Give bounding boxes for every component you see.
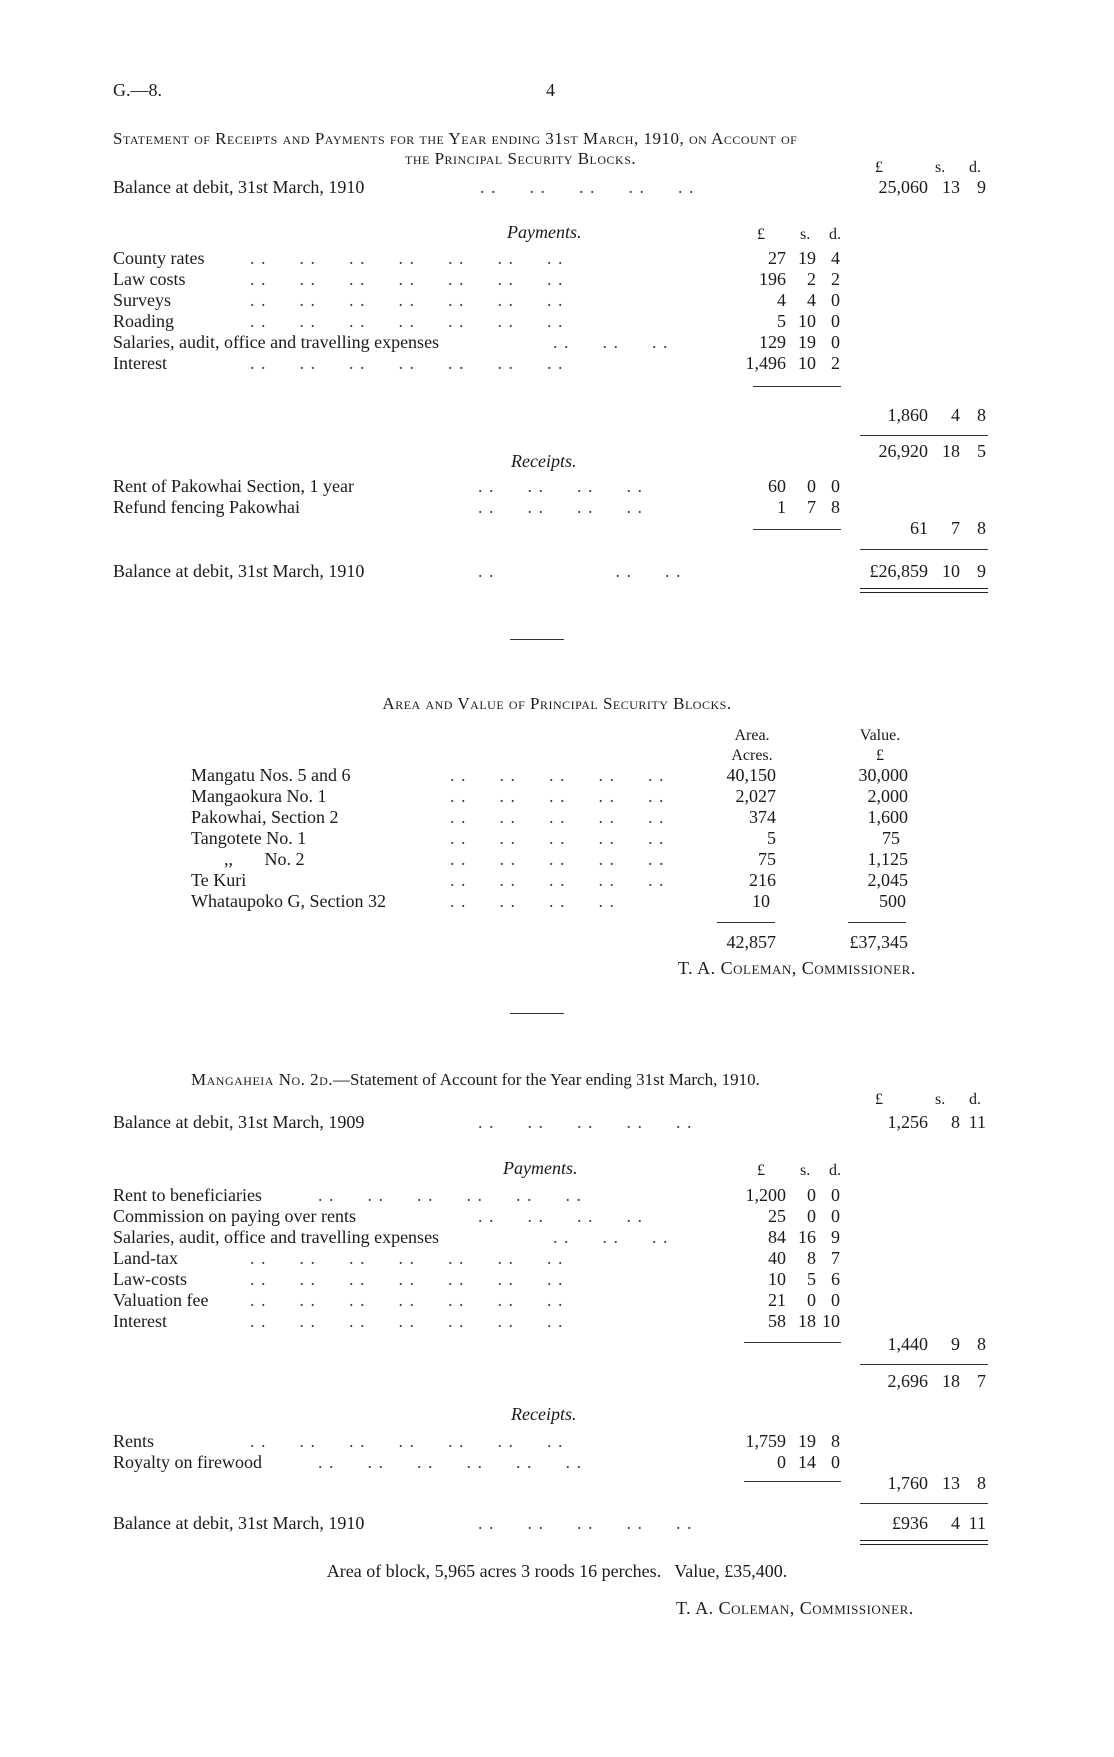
s3-receipt-label: Royalty on firewood <box>113 1452 262 1472</box>
s3-payment-shillings: 0 <box>807 1185 816 1205</box>
s3-subtotal-shillings: 18 <box>942 1371 960 1391</box>
s2-row-area: 216 <box>749 870 776 890</box>
s1-receipt-label: Refund fencing Pakowhai <box>113 497 300 517</box>
s3-subtotal-pounds: 2,696 <box>887 1371 928 1391</box>
s3-payment-label: Land-tax <box>113 1248 178 1268</box>
page-ref: G.—8. <box>113 80 162 100</box>
s1-closing-pence: 9 <box>977 561 986 581</box>
s1-receipts-total-shillings: 7 <box>951 518 960 538</box>
s3-payment-pence: 6 <box>831 1269 840 1289</box>
s3-title <box>191 1070 760 1090</box>
leader-dots: . . . . . . . . . . . . . . <box>250 1431 564 1451</box>
s3-receipt-pounds: 1,759 <box>745 1431 786 1451</box>
s3-payment-pounds: 40 <box>768 1248 786 1268</box>
s1-payment-pence: 0 <box>831 311 840 331</box>
s2-row-area: 2,027 <box>735 786 776 806</box>
s3-payment-pounds: 84 <box>768 1227 786 1247</box>
s2-row-label: ,, No. 2 <box>224 849 305 869</box>
s3-title-name: Mangaheia No. 2d. <box>191 1070 334 1089</box>
s3-payment-pence: 0 <box>831 1206 840 1226</box>
s3-closing-shillings: 4 <box>951 1513 960 1533</box>
s3-payment-pounds: 25 <box>768 1206 786 1226</box>
s1-payments-total-pence: 8 <box>977 405 986 425</box>
s2-total-value: £37,345 <box>849 932 908 952</box>
s1-payment-pounds: 27 <box>768 248 786 268</box>
s2-row-area: 40,150 <box>726 765 776 785</box>
section-divider <box>510 639 564 640</box>
s1-col-pounds: £ <box>875 159 883 176</box>
leader-dots: . . . . . . <box>478 561 682 581</box>
s1-receipt-shillings: 0 <box>807 476 816 496</box>
leader-dots: . . . . . . . . <box>478 497 643 517</box>
s3-sub-col-shillings: s. <box>800 1162 811 1179</box>
s2-row-value: 30,000 <box>858 765 908 785</box>
rule <box>753 529 841 530</box>
s2-total-area: 42,857 <box>726 932 776 952</box>
leader-dots: . . . . . . . . . . . . <box>318 1452 582 1472</box>
s1-payment-pounds: 196 <box>759 269 786 289</box>
s1-closing-shillings: 10 <box>942 561 960 581</box>
s2-title: Area and Value of Principal Security Blocks. <box>382 694 732 713</box>
s3-closing-pence: 11 <box>968 1513 986 1533</box>
s1-col-shillings: s. <box>935 159 946 176</box>
s2-row-label: Pakowhai, Section 2 <box>191 807 339 827</box>
s1-payment-shillings: 4 <box>807 290 816 310</box>
s1-opening-shillings: 13 <box>942 177 960 197</box>
s2-row-area: 374 <box>749 807 776 827</box>
leader-dots: . . . . . . . . . . <box>450 765 665 785</box>
s1-closing-pounds: £26,859 <box>869 561 928 581</box>
s1-payment-pounds: 1,496 <box>745 353 786 373</box>
s2-row-label: Te Kuri <box>191 870 247 890</box>
rule <box>860 1503 988 1504</box>
leader-dots: . . . . . . . . . . <box>480 177 695 197</box>
s1-receipt-pounds: 1 <box>777 497 786 517</box>
s1-payment-pence: 0 <box>831 290 840 310</box>
leader-dots: . . . . . . . . . . . . . . <box>250 1269 564 1289</box>
s2-row-label: Whataupoko G, Section 32 <box>191 891 386 911</box>
s3-sub-col-pence: d. <box>829 1162 841 1179</box>
rule <box>860 1364 988 1365</box>
rule <box>717 922 775 923</box>
s2-row-value: 75 <box>882 828 900 848</box>
s3-payment-label: Rent to beneficiaries <box>113 1185 262 1205</box>
leader-dots: . . . . . . . . . . <box>450 828 665 848</box>
s3-payment-pence: 0 <box>831 1290 840 1310</box>
s1-payment-shillings: 10 <box>798 353 816 373</box>
s1-receipt-pence: 0 <box>831 476 840 496</box>
s1-payment-label: County rates <box>113 248 205 268</box>
s1-sub-col-pounds: £ <box>757 226 765 243</box>
s2-row-value: 500 <box>879 891 906 911</box>
s2-col-area-unit: Acres. <box>731 747 773 764</box>
s3-receipts-total-shillings: 13 <box>942 1473 960 1493</box>
s1-receipt-label: Rent of Pakowhai Section, 1 year <box>113 476 354 496</box>
s3-sub-col-pounds: £ <box>757 1162 765 1179</box>
leader-dots: . . . . . . . . . . <box>450 849 665 869</box>
s3-closing-label: Balance at debit, 31st March, 1910 <box>113 1513 365 1533</box>
s3-payment-shillings: 18 <box>798 1311 816 1331</box>
s1-payment-shillings: 19 <box>798 332 816 352</box>
s3-payment-pence: 7 <box>831 1248 840 1268</box>
double-rule <box>860 588 988 593</box>
s1-subtotal-pence: 5 <box>977 441 986 461</box>
s3-payments-total-shillings: 9 <box>951 1334 960 1354</box>
s3-payments-total-pence: 8 <box>977 1334 986 1354</box>
s3-payment-shillings: 8 <box>807 1248 816 1268</box>
s2-row-value: 1,600 <box>867 807 908 827</box>
s3-payment-pounds: 10 <box>768 1269 786 1289</box>
s3-receipt-pounds: 0 <box>777 1452 786 1472</box>
s3-receipts-total-pounds: 1,760 <box>887 1473 928 1493</box>
s1-payment-shillings: 19 <box>798 248 816 268</box>
s3-col-pounds: £ <box>875 1091 883 1108</box>
s2-row-area: 5 <box>767 828 776 848</box>
leader-dots: . . . . . . . . . . . . . . <box>250 1290 564 1310</box>
s3-payment-shillings: 0 <box>807 1290 816 1310</box>
s1-receipts-total-pence: 8 <box>977 518 986 538</box>
leader-dots: . . . . . . . . . . . . . . <box>250 1248 564 1268</box>
s1-receipt-pence: 8 <box>831 497 840 517</box>
s3-receipts-heading: Receipts. <box>511 1404 577 1424</box>
leader-dots: . . . . . . . . <box>478 1206 643 1226</box>
s2-row-value: 1,125 <box>867 849 908 869</box>
s2-row-label: Tangotete No. 1 <box>191 828 307 848</box>
s2-row-label: Mangaokura No. 1 <box>191 786 327 806</box>
s3-payment-shillings: 0 <box>807 1206 816 1226</box>
s3-col-pence: d. <box>969 1091 981 1108</box>
s3-receipt-pence: 8 <box>831 1431 840 1451</box>
section-divider <box>510 1013 564 1014</box>
s3-receipt-label: Rents <box>113 1431 155 1451</box>
s3-payment-label: Commission on paying over rents <box>113 1206 356 1226</box>
leader-dots: . . . . . . . . . . . . . . <box>250 311 564 331</box>
s3-title-rest: —Statement of Account for the Year ending 31st March, 1910. <box>333 1070 760 1089</box>
s3-payment-pence: 9 <box>831 1227 840 1247</box>
rule <box>753 386 841 387</box>
s3-payments-heading: Payments. <box>503 1158 578 1178</box>
s1-sub-col-pence: d. <box>829 226 841 243</box>
s2-row-value: 2,000 <box>867 786 908 806</box>
leader-dots: . . . . . . . . . . . . . . <box>250 1311 564 1331</box>
s1-payment-label: Law costs <box>113 269 186 289</box>
s2-signature: T. A. Coleman, Commissioner. <box>678 958 916 978</box>
leader-dots: . . . . . . . . . . <box>478 1112 693 1132</box>
leader-dots: . . . . . . . . . . <box>478 1513 693 1533</box>
rule <box>744 1342 841 1343</box>
s3-opening-pence: 11 <box>968 1112 986 1132</box>
double-rule <box>860 1540 988 1545</box>
s1-title-line2: the Principal Security Blocks. <box>405 149 637 168</box>
s1-payment-label: Surveys <box>113 290 171 310</box>
s1-receipt-pounds: 60 <box>768 476 786 496</box>
leader-dots: . . . . . . . . . . . . <box>318 1185 582 1205</box>
s1-payment-label: Salaries, audit, office and travelling expenses <box>113 332 440 352</box>
s1-sub-col-shillings: s. <box>800 226 811 243</box>
page-number: 4 <box>546 80 555 100</box>
s3-payment-pence: 0 <box>831 1185 840 1205</box>
s3-subtotal-pence: 7 <box>977 1371 986 1391</box>
s1-payment-pounds: 4 <box>777 290 786 310</box>
s3-payment-pounds: 1,200 <box>745 1185 786 1205</box>
rule <box>848 922 906 923</box>
s3-signature: T. A. Coleman, Commissioner. <box>676 1598 914 1618</box>
s1-title-line1: Statement of Receipts and Payments for the Year ending 31st March, 1910, on Account of <box>113 129 798 148</box>
s3-payment-label: Valuation fee <box>113 1290 209 1310</box>
s3-payment-shillings: 16 <box>798 1227 816 1247</box>
s1-opening-pence: 9 <box>977 177 986 197</box>
s3-payment-label: Law-costs <box>113 1269 187 1289</box>
s2-row-area: 75 <box>758 849 776 869</box>
s3-payment-label: Salaries, audit, office and travelling expenses <box>113 1227 440 1247</box>
s2-row-area: 10 <box>752 891 770 911</box>
s1-payment-shillings: 10 <box>798 311 816 331</box>
s1-payment-pounds: 129 <box>759 332 786 352</box>
leader-dots: . . . . . . . . . . <box>450 807 665 827</box>
s3-opening-pounds: 1,256 <box>887 1112 928 1132</box>
leader-dots: . . . . . . . . <box>478 476 643 496</box>
leader-dots: . . . . . . . . . . . . . . <box>250 290 564 310</box>
leader-dots: . . . . . . . . . . . . . . <box>250 248 564 268</box>
s3-receipts-total-pence: 8 <box>977 1473 986 1493</box>
rule <box>860 549 988 550</box>
s1-receipt-shillings: 7 <box>807 497 816 517</box>
leader-dots: . . . . . . . . . . . . . . <box>250 269 564 289</box>
s3-receipt-shillings: 19 <box>798 1431 816 1451</box>
s3-payment-pence: 10 <box>822 1311 840 1331</box>
s1-payments-total-pounds: 1,860 <box>887 405 928 425</box>
s3-payment-pounds: 58 <box>768 1311 786 1331</box>
leader-dots: . . . . . . . . . . . . . . <box>250 353 564 373</box>
s3-receipt-shillings: 14 <box>798 1452 816 1472</box>
leader-dots: . . . . . . . . . . <box>450 786 665 806</box>
s1-receipts-heading: Receipts. <box>511 451 577 471</box>
s3-payment-pounds: 21 <box>768 1290 786 1310</box>
s3-col-shillings: s. <box>935 1091 946 1108</box>
s2-row-label: Mangatu Nos. 5 and 6 <box>191 765 351 785</box>
s3-payments-total-pounds: 1,440 <box>887 1334 928 1354</box>
s2-row-value: 2,045 <box>867 870 908 890</box>
s1-payments-heading: Payments. <box>507 222 582 242</box>
s1-payment-pounds: 5 <box>777 311 786 331</box>
s2-col-value-unit: £ <box>876 747 884 764</box>
rule <box>744 1481 841 1482</box>
s1-subtotal-pounds: 26,920 <box>878 441 928 461</box>
s3-area-note: Area of block, 5,965 acres 3 roods 16 perches. Value, £35,400. <box>326 1561 788 1581</box>
rule <box>860 435 988 436</box>
leader-dots: . . . . . . . . . . <box>450 870 665 890</box>
s1-opening-label: Balance at debit, 31st March, 1910 <box>113 177 365 197</box>
s1-payment-pence: 2 <box>831 269 840 289</box>
s1-subtotal-shillings: 18 <box>942 441 960 461</box>
leader-dots: . . . . . . <box>553 332 669 352</box>
s1-payment-pence: 4 <box>831 248 840 268</box>
s3-payment-shillings: 5 <box>807 1269 816 1289</box>
s1-payment-shillings: 2 <box>807 269 816 289</box>
leader-dots: . . . . . . <box>553 1227 669 1247</box>
leader-dots: . . . . . . . . <box>450 891 615 911</box>
s1-payment-pence: 0 <box>831 332 840 352</box>
s1-receipts-total-pounds: 61 <box>910 518 928 538</box>
s3-opening-shillings: 8 <box>951 1112 960 1132</box>
s3-payment-label: Interest <box>113 1311 167 1331</box>
s1-payment-label: Interest <box>113 353 167 373</box>
s1-opening-pounds: 25,060 <box>878 177 928 197</box>
s2-col-value: Value. <box>859 727 901 744</box>
s1-col-pence: d. <box>969 159 981 176</box>
s3-receipt-pence: 0 <box>831 1452 840 1472</box>
s3-closing-pounds: £936 <box>892 1513 928 1533</box>
s1-payment-label: Roading <box>113 311 174 331</box>
s3-opening-label: Balance at debit, 31st March, 1909 <box>113 1112 365 1132</box>
s1-payment-pence: 2 <box>831 353 840 373</box>
s1-payments-total-shillings: 4 <box>951 405 960 425</box>
s2-col-area: Area. <box>734 727 770 744</box>
s1-closing-label: Balance at debit, 31st March, 1910 <box>113 561 365 581</box>
